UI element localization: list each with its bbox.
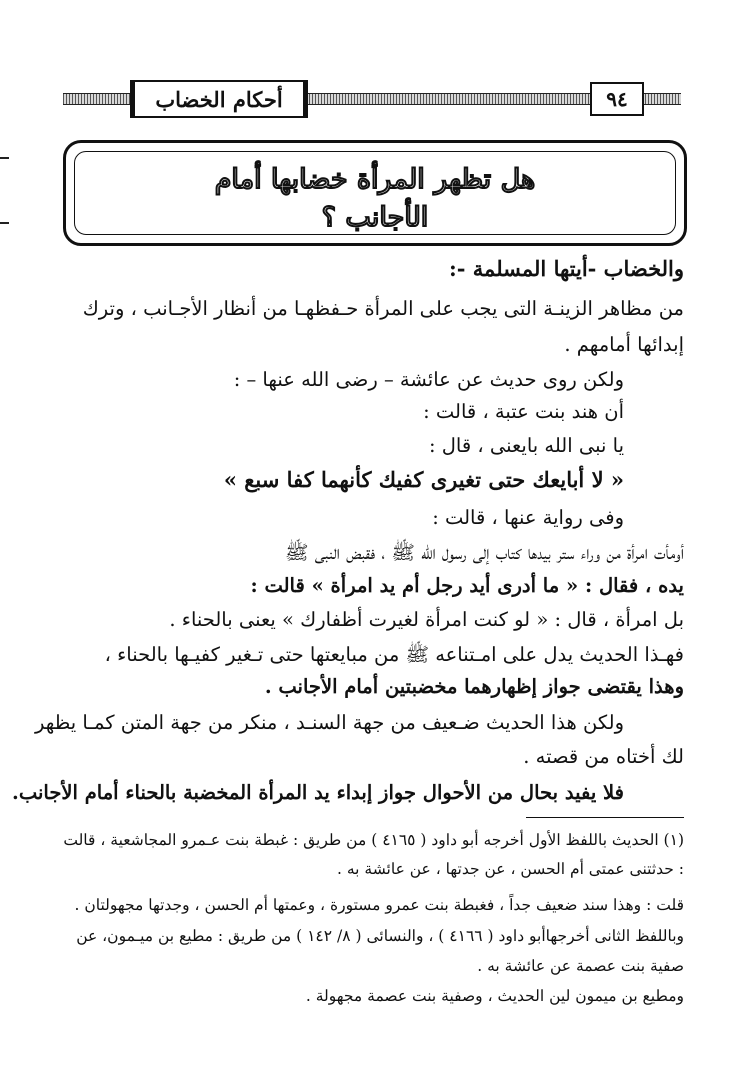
text-line: فهـذا الحديث يدل على امـتناعه ﷺ من مبايعتها حتى تـغير كفيـها بالحناء ، — [104, 643, 684, 666]
hadith-quote: « لا أبايعك حتى تغيرى كفيك كأنهما كفا سبع » — [223, 467, 624, 492]
text-line: وهذا يقتضى جواز إظهارهما مخضبتين أمام الأجانب . — [264, 675, 684, 698]
text-line: بل امرأة ، قال : « لو كنت امرأة لغيرت أظفارك » يعنى بالحناء . — [169, 608, 684, 631]
footnote-line: ومطيع بن ميمون لين الحديث ، وصفية بنت عصمة مجهولة . — [305, 987, 684, 1005]
text-line: من مظاهر الزينـة التى يجب على المرأة حـفظهـا من أنظار الأجـانب ، وترك — [82, 297, 684, 320]
page-header — [63, 80, 681, 116]
footnote-line: قلت : وهذا سند ضعيف جداً ، فغبطة بنت عمرو مستورة ، وعمتها أم الحسن ، وجدتها مجهولتان . — [74, 896, 684, 914]
text-line: ولكن روى حديث عن عائشة – رضى الله عنها – : — [233, 368, 624, 391]
footnote-separator — [526, 817, 684, 818]
scan-edge-mark — [0, 222, 9, 224]
chapter-title-inner-frame — [74, 151, 676, 235]
book-title: أحكام الخضاب — [133, 80, 305, 118]
footnote-line: صفية بنت عصمة عن عائشة به . — [477, 957, 684, 975]
chapter-title-line-1: هل تظهر المرأة خضابها أمام — [214, 164, 536, 195]
text-line: يا نبى الله بايعنى ، قال : — [428, 434, 624, 457]
text-line: والخضاب -أيتها المسلمة -: — [449, 256, 684, 281]
text-line: لك أختاه من قصته . — [523, 745, 684, 768]
text-line: إبدائها أمامهم . — [564, 333, 684, 356]
text-line: أومأت امرأة من وراء ستر بيدها كتاب إلى رسول الله ﷺ ، فقبض النبى ﷺ — [285, 541, 684, 564]
text-line: وفى رواية عنها ، قالت : — [432, 506, 624, 529]
scan-edge-mark — [0, 157, 9, 159]
chapter-title-frame — [63, 140, 687, 246]
page-number: ٩٤ — [590, 82, 644, 116]
text-line: ولكن هذا الحديث ضـعيف من جهة السنـد ، منكر من جهة المتن كمـا يظهر — [34, 711, 624, 734]
chapter-title-line-2: الأجانب ؟ — [321, 202, 429, 233]
footnote-line: : حدثتنى عمتى أم الحسن ، عن جدتها ، عن عائشة به . — [337, 860, 684, 878]
footnote-line: وباللفظ الثانى أخرجهاأبو داود ( ٤١٦٦ ) ، والنسائى ( ٨/ ١٤٢ ) من طريق : مطيع بن ميـمون، عن — [76, 927, 684, 945]
text-line: يده ، فقال : « ما أدرى أيد رجل أم يد امرأة » قالت : — [250, 574, 684, 597]
footnote-line: (١) الحديث باللفظ الأول أخرجه أبو داود ( ٤١٦٥ ) من طريق : غبطة بنت عـمرو المجاشعية ، قالت — [63, 831, 684, 849]
text-line: فلا يفيد بحال من الأحوال جواز إبداء يد المرأة المخضبة بالحناء أمام الأجانب. — [12, 781, 624, 804]
text-line: أن هند بنت عتبة ، قالت : — [423, 400, 624, 423]
